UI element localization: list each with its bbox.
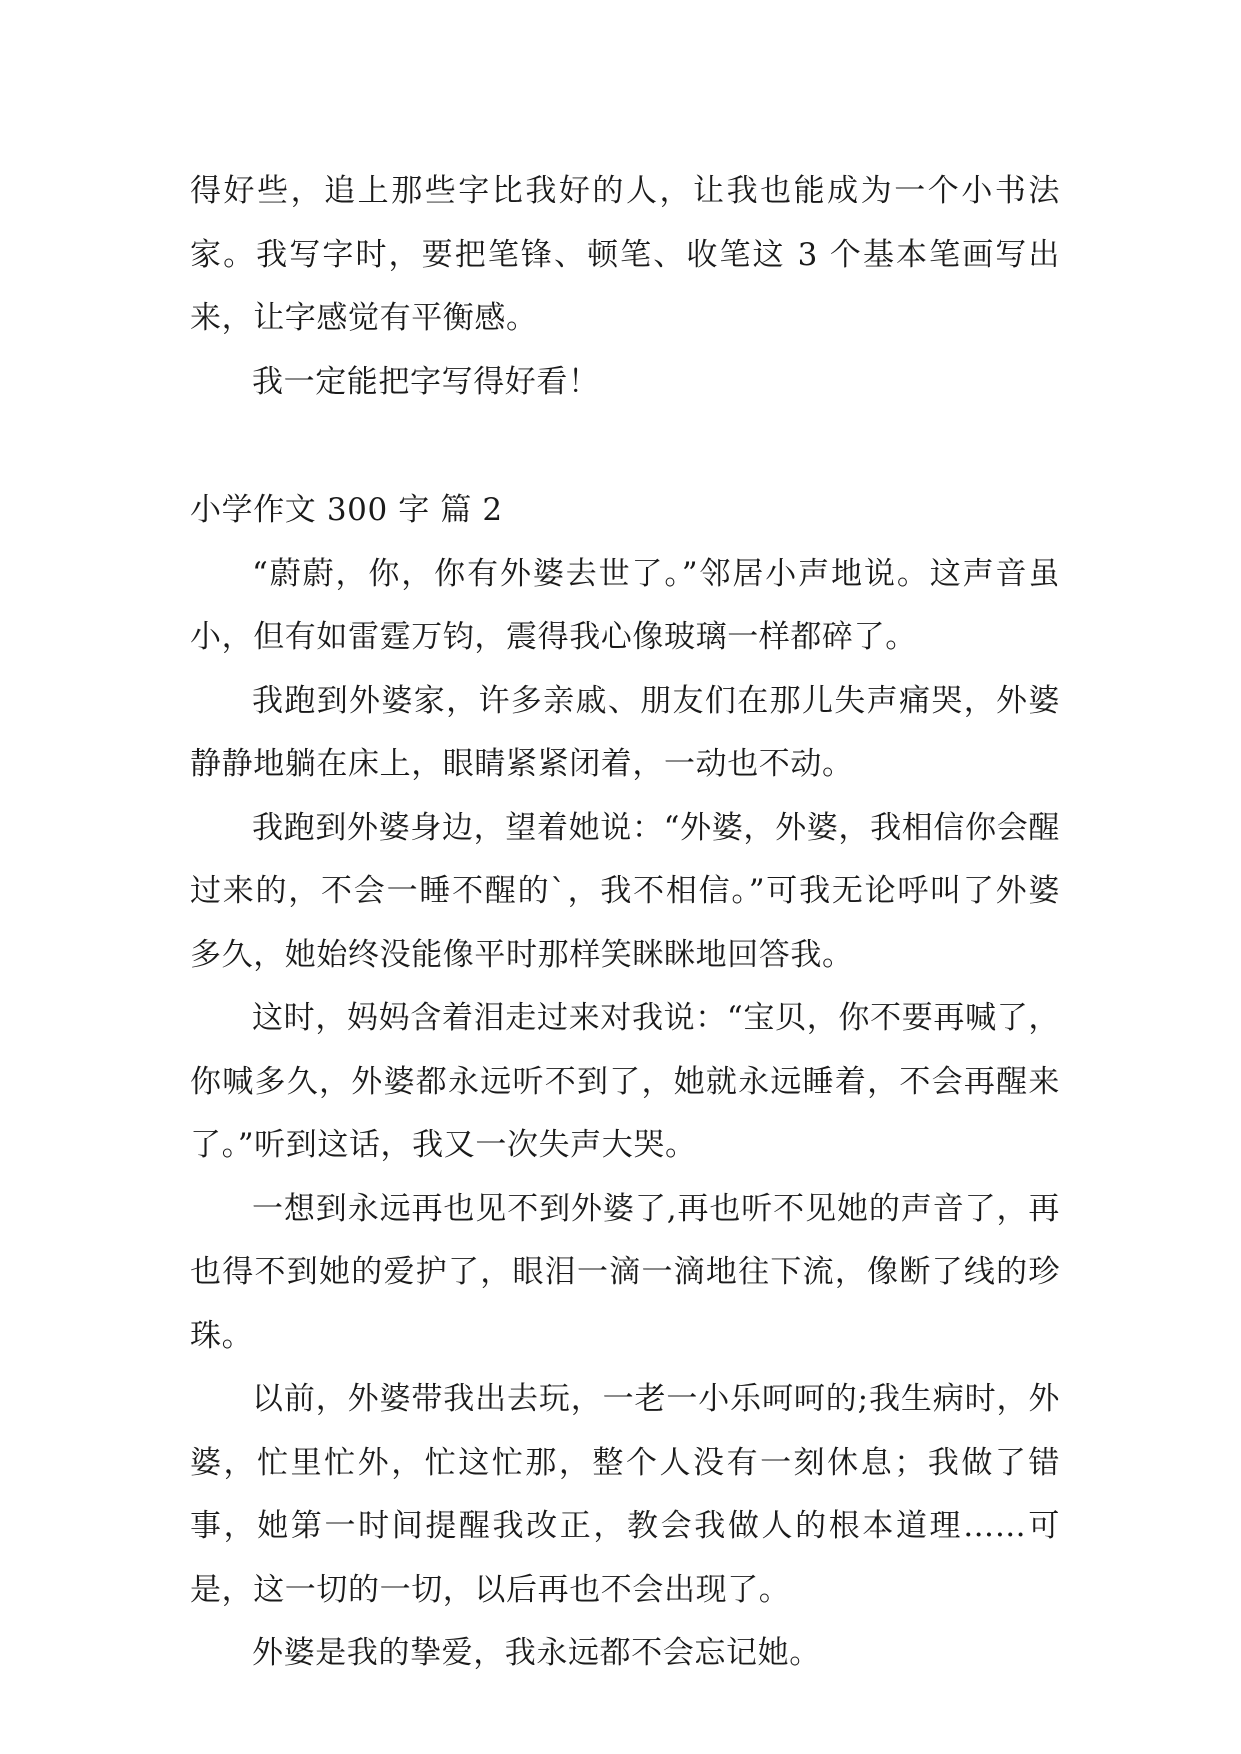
paragraph-conclusion: 我一定能把字写得好看！ xyxy=(252,363,600,400)
paragraph: 一想到永远再也见不到外婆了,再也听不见她的声音了，再也得不到她的爱护了，眼泪一滴一滴地往下流，像断了线的珍珠。 xyxy=(190,1190,1060,1354)
paragraph: 外婆是我的挚爱，我永远都不会忘记她。 xyxy=(252,1635,821,1671)
section-gap xyxy=(190,414,1060,479)
paragraph: 我跑到外婆家，许多亲戚、朋友们在那儿失声痛哭，外婆静静地躺在床上，眼睛紧紧闭着，一动也不动。 xyxy=(190,682,1060,782)
paragraph-continued: 得好些，追上那些字比我好的人，让我也能成为一个小书法家。我写字时，要把笔锋、顿笔、收笔这 3 个基本笔画写出来，让字感觉有平衡感。 xyxy=(190,173,1060,336)
paragraph: 以前，外婆带我出去玩，一老一小乐呵呵的;我生病时，外婆，忙里忙外，忙这忙那，整个人没有一刻休息；我做了错事，她第一时间提醒我改正，教会我做人的根本道理……可是，这一切的一切，以后再也不会出现了。 xyxy=(190,1381,1060,1608)
section-heading: 小学作文 300 字 篇 2 xyxy=(190,492,503,528)
paragraph: “蔚蔚，你，你有外婆去世了。”邻居小声地说。这声音虽小，但有如雷霆万钧，震得我心像玻璃一样都碎了。 xyxy=(190,555,1060,655)
paragraph: 我跑到外婆身边，望着她说：“外婆，外婆，我相信你会醒过来的，不会一睡不醒的`，我不相信。”可我无论呼叫了外婆多久，她始终没能像平时那样笑眯眯地回答我。 xyxy=(190,809,1060,973)
paragraph: 这时，妈妈含着泪走过来对我说：“宝贝，你不要再喊了，你喊多久，外婆都永远听不到了，她就永远睡着，不会再醒来了。”听到这话，我又一次失声大哭。 xyxy=(190,1000,1060,1163)
document-page xyxy=(190,160,1060,1686)
